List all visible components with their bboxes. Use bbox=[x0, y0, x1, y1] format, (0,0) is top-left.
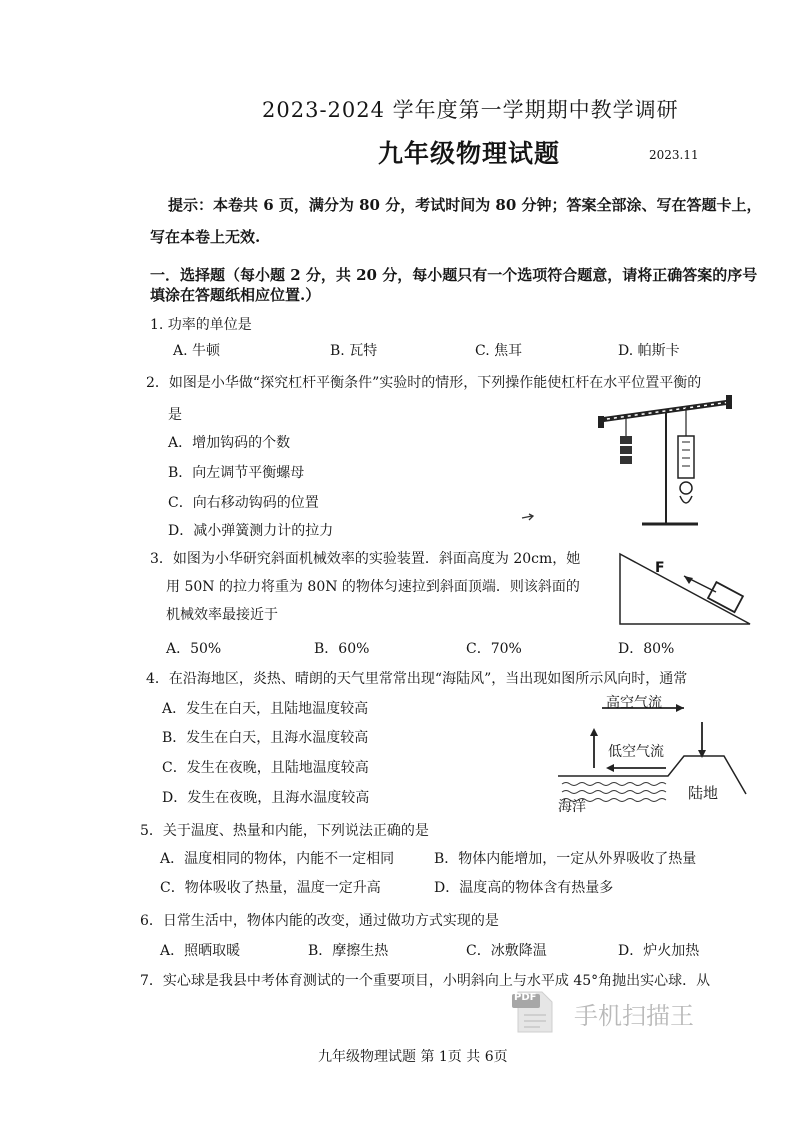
question-4-option-d: D．发生在夜晚，且海水温度较高 bbox=[162, 790, 370, 806]
question-6-stem: 6．日常生活中，物体内能的改变，通过做功方式实现的是 bbox=[140, 913, 499, 929]
exam-title: 2023-2024 学年度第一学期期中教学调研 bbox=[262, 98, 679, 122]
question-6-option-c: C．冰敷降温 bbox=[466, 943, 547, 959]
question-3-stem-line-3: 机械效率最接近于 bbox=[166, 607, 278, 623]
question-3-option-a: A．50% bbox=[166, 641, 222, 657]
question-4-option-a: A．发生在白天，且陆地温度较高 bbox=[162, 701, 369, 717]
question-3-option-c: C．70% bbox=[466, 641, 522, 657]
question-3-stem: 3．如图为小华研究斜面机械效率的实验装置．斜面高度为 20cm，她 bbox=[150, 551, 581, 567]
notice-line-2: 写在本卷上无效. bbox=[150, 228, 261, 246]
question-2-option-d: D．减小弹簧测力计的拉力 bbox=[168, 523, 334, 539]
page-footer: 九年级物理试题 第 1页 共 6页 bbox=[318, 1049, 508, 1065]
high-air-label: 高空气流 bbox=[606, 695, 662, 711]
question-7-stem: 7．实心球是我县中考体育测试的一个重要项目，小明斜向上与水平成 45°角抛出实心球．从 bbox=[140, 973, 711, 989]
question-5-stem: 5．关于温度、热量和内能，下列说法正确的是 bbox=[140, 823, 429, 839]
sea-label: 海洋 bbox=[558, 799, 586, 815]
question-1-stem: 1. 功率的单位是 bbox=[150, 317, 252, 333]
question-6-option-a: A．照晒取暖 bbox=[160, 943, 241, 959]
incline-figure bbox=[618, 552, 758, 628]
section-1-heading: 一．选择题（每小题 2 分，共 20 分，每小题只有一个选项符合题意，请将正确答案的序号 bbox=[150, 266, 758, 284]
question-5-option-a: A．温度相同的物体，内能不一定相同 bbox=[160, 851, 395, 867]
notice-line-1: 提示：本卷共 6 页，满分为 80 分，考试时间为 80 分钟；答案全部涂、写在答题卡上， bbox=[168, 196, 762, 214]
question-4-stem: 4．在沿海地区，炎热、晴朗的天气里常常出现“海陆风”，当出现如图所示风向时，通常 bbox=[146, 671, 688, 687]
pencil-mark bbox=[521, 513, 535, 523]
question-2-option-b: B．向左调节平衡螺母 bbox=[168, 465, 305, 481]
section-1-heading-line-2: 填涂在答题纸相应位置.） bbox=[150, 286, 321, 304]
question-1-option-c: C. 焦耳 bbox=[475, 343, 523, 359]
question-5-option-c: C．物体吸收了热量，温度一定升高 bbox=[160, 880, 381, 896]
question-3-stem-line-2: 用 50N 的拉力将重为 80N 的物体匀速拉到斜面顶端．则该斜面的 bbox=[166, 579, 580, 595]
land-label: 陆地 bbox=[688, 784, 719, 802]
question-6-option-b: B．摩擦生热 bbox=[308, 943, 389, 959]
low-air-label: 低空气流 bbox=[608, 744, 664, 760]
question-6-option-d: D．炉火加热 bbox=[618, 943, 700, 959]
question-1-option-d: D. 帕斯卡 bbox=[618, 343, 680, 359]
question-1-option-b: B. 瓦特 bbox=[330, 343, 378, 359]
exam-date: 2023.11 bbox=[649, 148, 699, 162]
question-2-stem-line-2: 是 bbox=[168, 407, 182, 423]
question-3-option-d: D．80% bbox=[618, 641, 675, 657]
pdf-badge: PDF bbox=[514, 992, 537, 1003]
lever-figure bbox=[598, 392, 748, 532]
question-4-option-b: B．发生在白天，且海水温度较高 bbox=[162, 730, 369, 746]
question-5-option-d: D．温度高的物体含有热量多 bbox=[434, 880, 614, 896]
question-2-stem: 2．如图是小华做“探究杠杆平衡条件”实验时的情形，下列操作能使杠杆在水平位置平衡的 bbox=[146, 375, 702, 391]
watermark-text: 手机扫描王 bbox=[574, 1002, 694, 1030]
force-label: F bbox=[655, 560, 665, 576]
exam-subtitle: 九年级物理试题 bbox=[378, 139, 561, 168]
question-1-option-a: A. 牛顿 bbox=[173, 343, 221, 359]
question-3-option-b: B．60% bbox=[314, 641, 370, 657]
question-5-option-b: B．物体内能增加，一定从外界吸收了热量 bbox=[434, 851, 697, 867]
question-2-option-c: C．向右移动钩码的位置 bbox=[168, 495, 319, 511]
question-4-option-c: C．发生在夜晚，且陆地温度较高 bbox=[162, 760, 369, 776]
question-2-option-a: A．增加钩码的个数 bbox=[168, 435, 291, 451]
